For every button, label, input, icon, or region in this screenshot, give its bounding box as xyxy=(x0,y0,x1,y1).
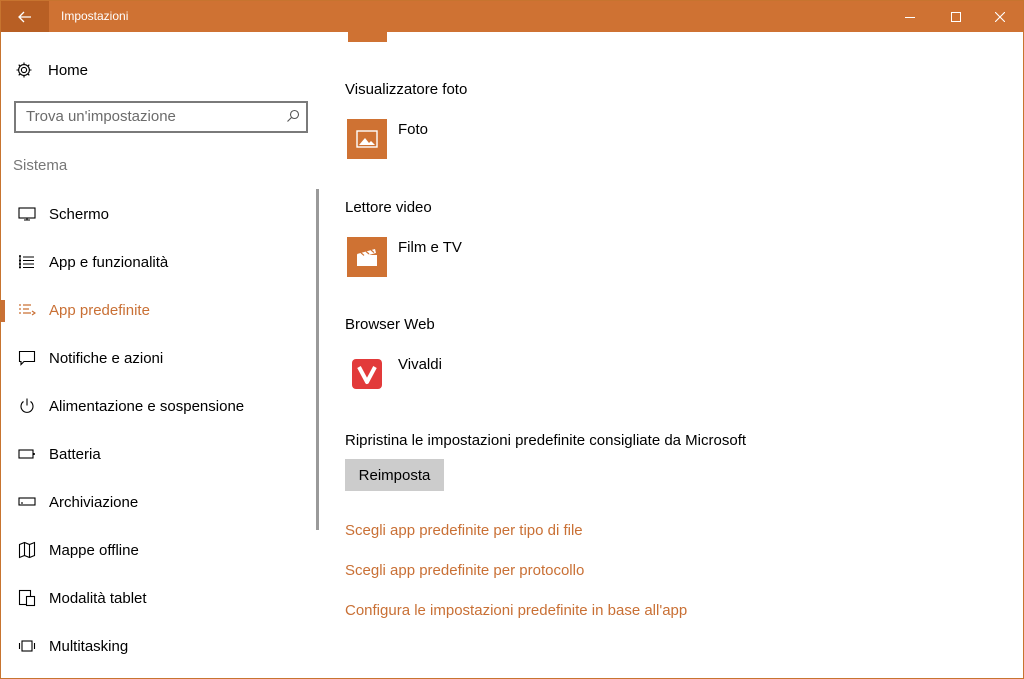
search-icon[interactable] xyxy=(286,109,300,128)
sidebar-item-archiviazione[interactable] xyxy=(1,478,311,526)
sidebar-item-label: Notifiche e azioni xyxy=(49,349,164,367)
close-button[interactable] xyxy=(977,1,1023,32)
link-file-type[interactable]: Scegli app predefinite per tipo di file xyxy=(345,522,583,539)
vivaldi-icon xyxy=(347,354,387,394)
home-link[interactable] xyxy=(15,60,88,80)
maximize-icon xyxy=(951,12,961,22)
web-browser-title: Browser Web xyxy=(345,316,435,333)
multitasking-icon xyxy=(17,636,37,656)
close-icon xyxy=(995,12,1005,22)
sidebar-item-notifiche[interactable] xyxy=(1,334,311,382)
home-label: Home xyxy=(48,61,89,79)
maximize-button[interactable] xyxy=(933,1,979,32)
map-icon xyxy=(17,540,37,560)
notification-icon xyxy=(17,348,37,368)
section-label: Sistema xyxy=(13,157,68,174)
sidebar-item-multitasking[interactable] xyxy=(1,622,311,670)
search-placeholder: Trova un'impostazione xyxy=(26,108,176,125)
sidebar-item-tablet[interactable] xyxy=(1,574,311,622)
sidebar-item-alimentazione[interactable] xyxy=(1,382,311,430)
title-bar xyxy=(1,1,1023,32)
sidebar-item-label: Archiviazione xyxy=(49,493,139,511)
reset-button[interactable]: Reimposta xyxy=(345,459,444,491)
sidebar-item-label: Mappe offline xyxy=(49,541,139,559)
web-browser-app[interactable] xyxy=(347,354,747,398)
minimize-button[interactable] xyxy=(887,1,933,32)
photo-viewer-app-name: Foto xyxy=(398,121,429,138)
window-title: Impostazioni xyxy=(61,9,129,23)
sidebar-item-label: Batteria xyxy=(49,445,101,463)
app-tile-partial[interactable] xyxy=(348,28,387,42)
photos-icon xyxy=(347,119,387,159)
link-by-app[interactable]: Configura le impostazioni predefinite in base all'app xyxy=(345,602,688,619)
sidebar xyxy=(1,32,321,678)
sidebar-item-app-predefinite[interactable] xyxy=(1,286,311,334)
default-apps-icon xyxy=(17,300,37,320)
monitor-icon xyxy=(17,204,37,224)
back-arrow-icon xyxy=(18,11,32,23)
minimize-icon xyxy=(905,12,915,22)
main-content xyxy=(345,32,1005,678)
video-player-app-name: Film e TV xyxy=(398,239,462,256)
video-player-title: Lettore video xyxy=(345,199,432,216)
video-player-app[interactable] xyxy=(347,237,747,281)
power-icon xyxy=(17,396,37,416)
active-indicator xyxy=(1,300,5,322)
sidebar-scrollbar[interactable] xyxy=(316,189,319,530)
link-protocol[interactable]: Scegli app predefinite per protocollo xyxy=(345,562,585,579)
tablet-icon xyxy=(17,588,37,608)
list-icon xyxy=(17,252,37,272)
sidebar-item-label: Alimentazione e sospensione xyxy=(49,397,245,415)
sidebar-item-label: App predefinite xyxy=(49,301,150,319)
sidebar-item-label: Multitasking xyxy=(49,637,129,655)
photo-viewer-title: Visualizzatore foto xyxy=(345,81,468,98)
battery-icon xyxy=(17,444,37,464)
sidebar-item-schermo[interactable] xyxy=(1,190,311,238)
sidebar-item-batteria[interactable] xyxy=(1,430,311,478)
storage-icon xyxy=(17,492,37,512)
film-icon xyxy=(347,237,387,277)
sidebar-item-label: App e funzionalità xyxy=(49,253,169,271)
web-browser-app-name: Vivaldi xyxy=(398,356,442,373)
sidebar-item-app-funzionalita[interactable] xyxy=(1,238,311,286)
sidebar-item-label: Modalità tablet xyxy=(49,589,147,607)
reset-label: Ripristina le impostazioni predefinite consigliate da Microsoft xyxy=(345,432,747,449)
gear-icon xyxy=(15,60,35,80)
photo-viewer-app[interactable] xyxy=(347,119,747,163)
sidebar-item-mappe[interactable] xyxy=(1,526,311,574)
back-button[interactable] xyxy=(1,1,49,32)
search-input[interactable] xyxy=(14,101,308,133)
sidebar-item-label: Schermo xyxy=(49,205,110,223)
